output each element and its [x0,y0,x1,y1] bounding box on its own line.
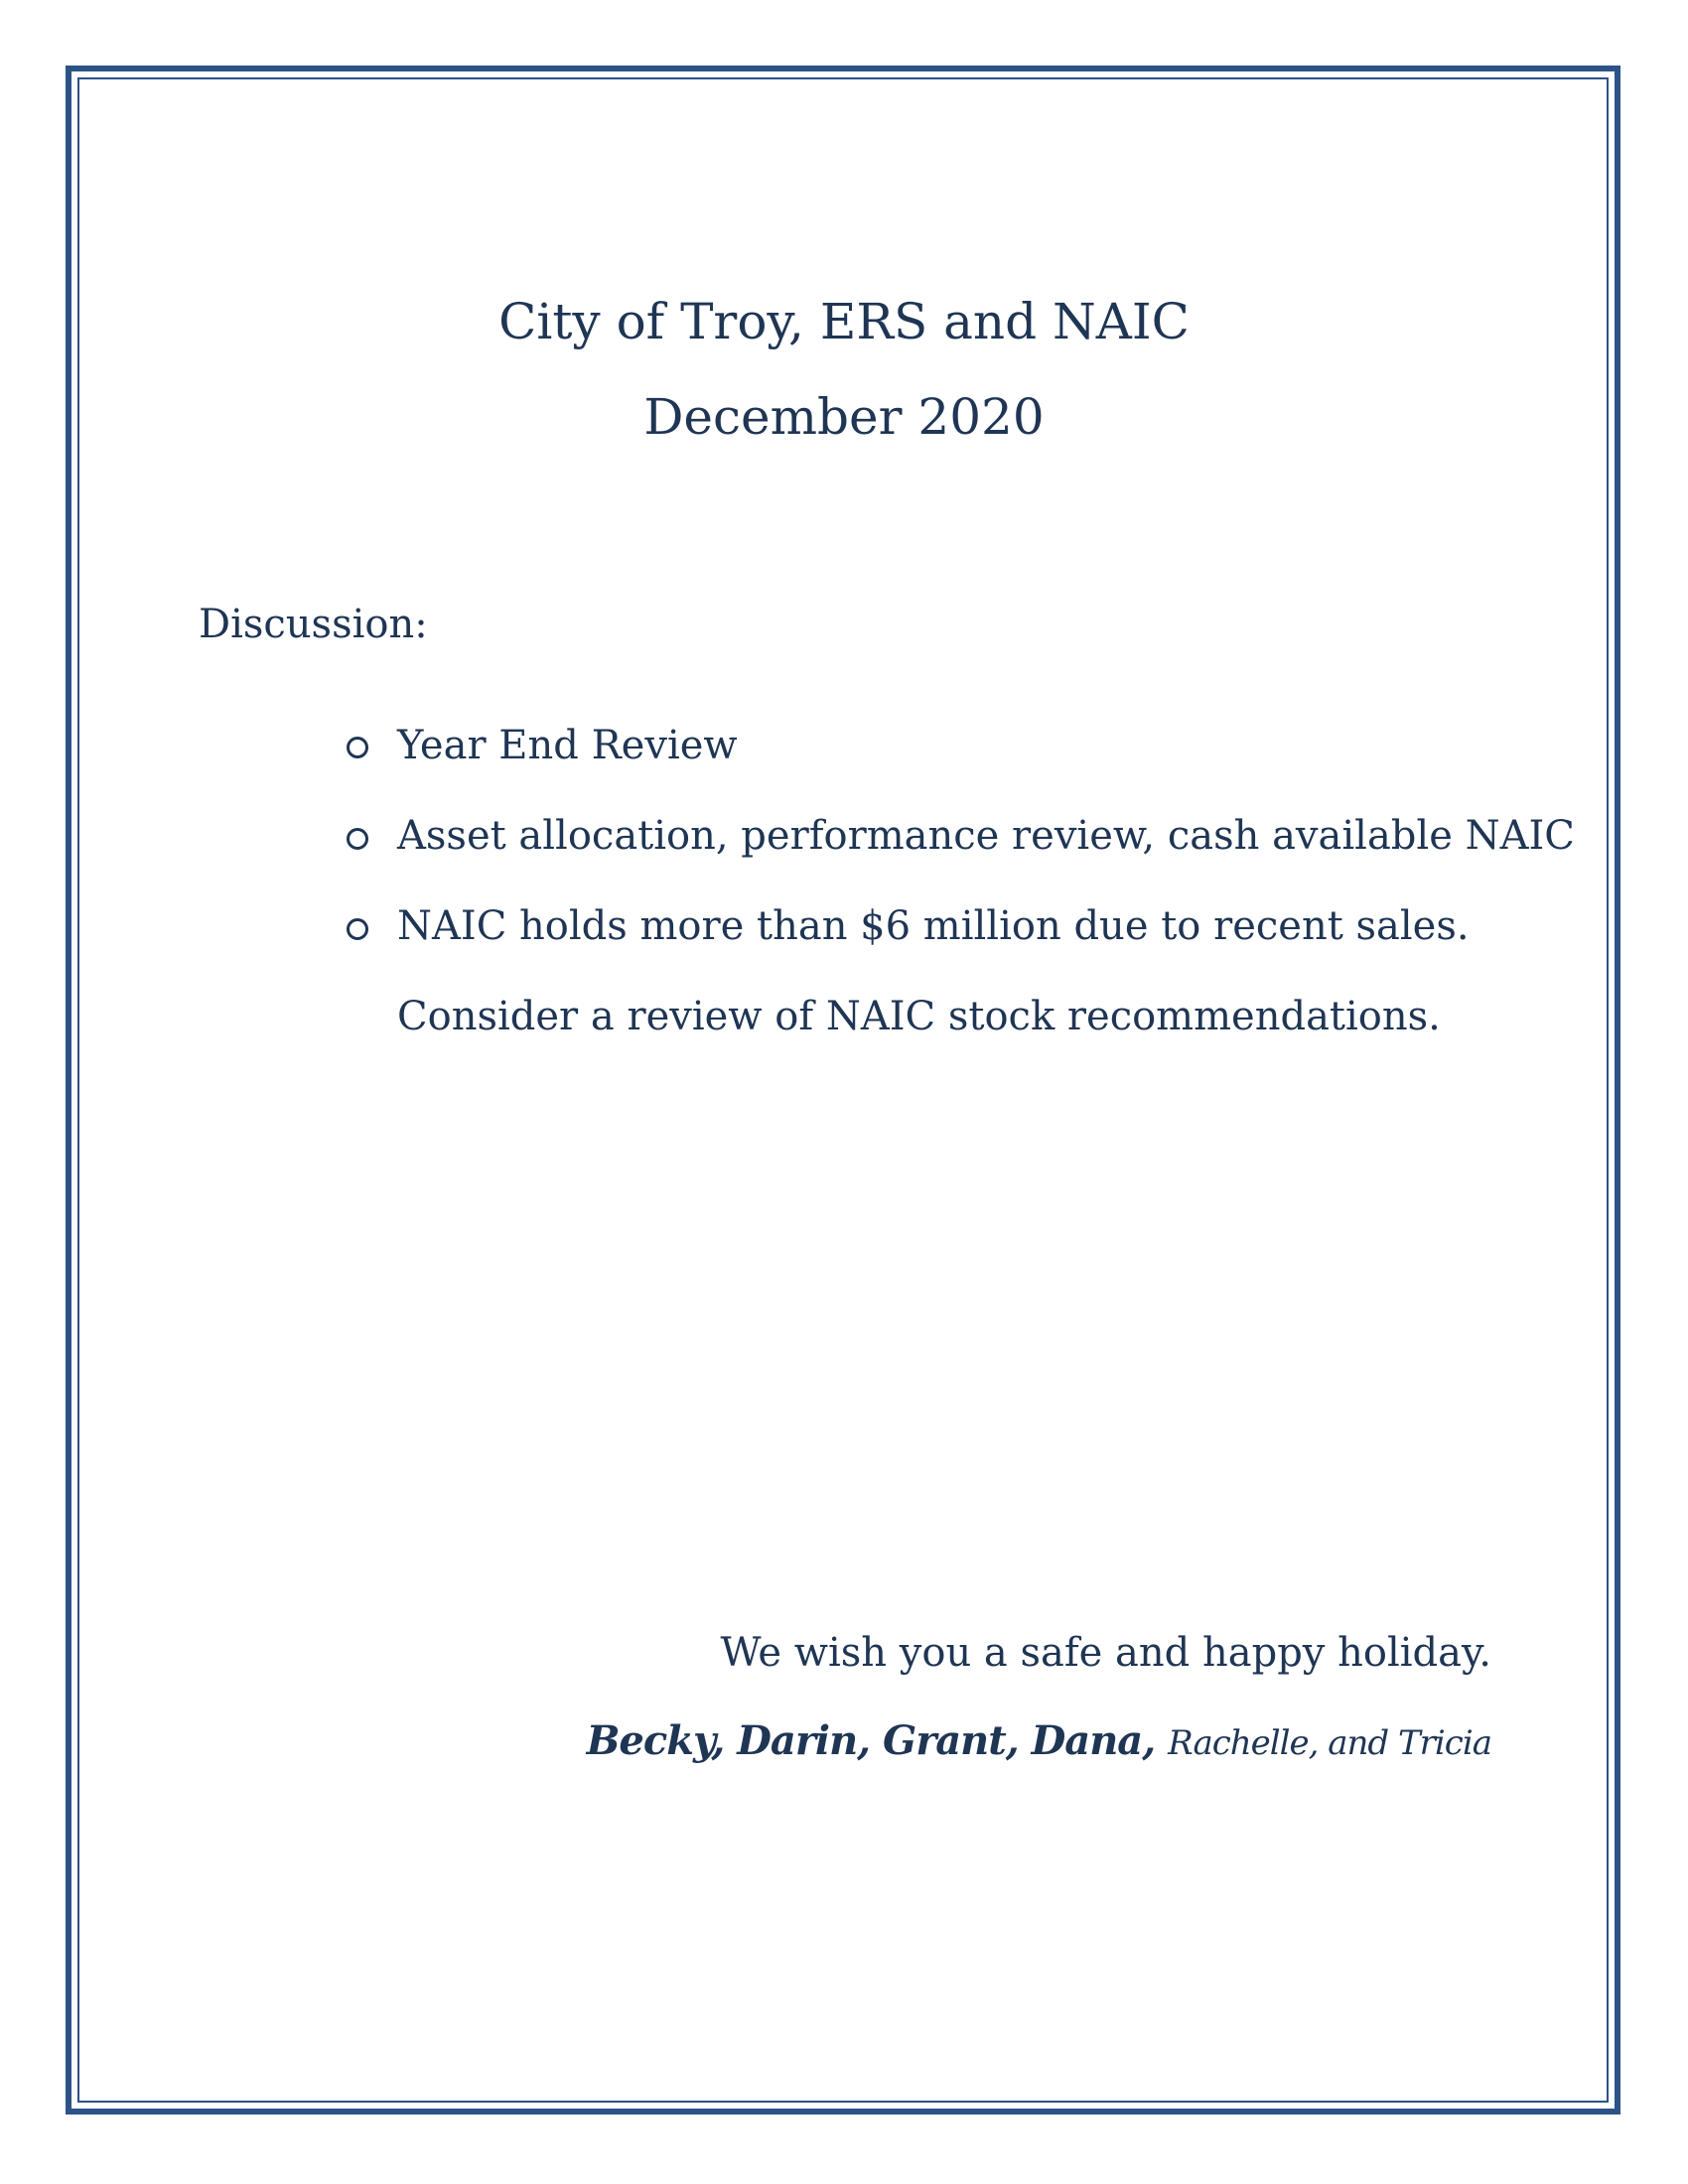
closing-message: We wish you a safe and happy holiday. [720,1630,1491,1676]
list-item-continuation: Consider a review of NAIC stock recommendations. [397,994,1441,1039]
page-subtitle-date: December 2020 [643,388,1045,446]
signature-names-light: Rachelle, and Tricia [1168,1723,1491,1763]
circle-bullet-icon [347,737,368,758]
circle-bullet-icon [347,828,368,850]
list-item: NAIC holds more than $6 million due to recent sales. [397,903,1470,949]
discussion-heading: Discussion: [199,602,428,647]
page-border-inner [77,77,1609,2103]
list-item: Year End Review [397,723,738,768]
list-item: Asset allocation, performance review, cash available NAIC [397,813,1575,859]
circle-bullet-icon [347,918,368,940]
page-title: City of Troy, ERS and NAIC [498,293,1190,350]
signature [587,1713,1491,1771]
signature-names-bold: Becky, Darin, Grant, Dana, [586,1717,1156,1764]
